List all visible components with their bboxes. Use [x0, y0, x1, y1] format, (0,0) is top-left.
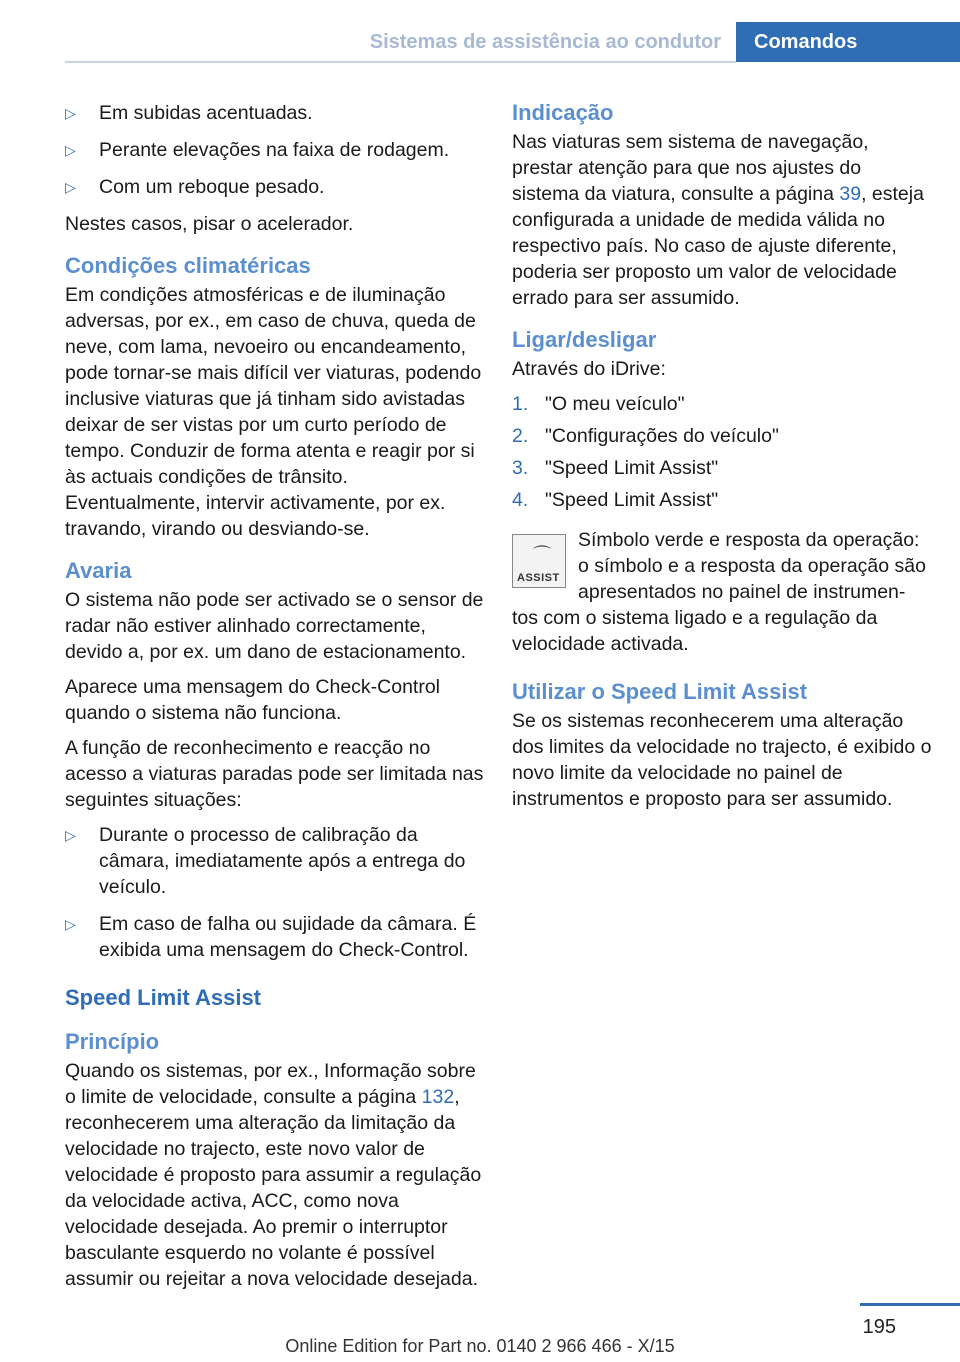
- list-item: 4. "Speed Limit Assist": [512, 489, 719, 511]
- triangle-bullet-icon: ▷: [65, 142, 76, 158]
- list-item: 3. "Speed Limit Assist": [512, 457, 719, 479]
- paragraph: A função de reconhecimento e reacção no acesso a viaturas paradas pode ser limitada nas seguintes situações:: [65, 737, 484, 811]
- steps-list: [512, 391, 932, 513]
- list-item: ▷ Com um reboque pesado.: [65, 176, 325, 198]
- paragraph: Nestes casos, pisar o acelerador.: [65, 213, 354, 235]
- list-item: ▷ Perante elevações na faixa de rodagem.: [65, 139, 450, 161]
- triangle-bullet-icon: ▷: [65, 916, 76, 932]
- speed-limit-assist-icon: ⌒ ASSIST: [512, 534, 566, 588]
- heading-avaria: Avaria: [65, 558, 132, 583]
- paragraph: O sistema não pode ser activado se o sensor de radar não estiver alinhado correctamente, devido a, por ex. um dano de estacionamento.: [65, 589, 484, 663]
- page-link-39[interactable]: 39: [839, 183, 862, 205]
- heading-utilizar: Utilizar o Speed Limit Assist: [512, 679, 808, 704]
- edition-footer: Online Edition for Part no. 0140 2 966 466 - X/15: [285, 1336, 675, 1356]
- heading-speed-limit-assist: Speed Limit Assist: [65, 985, 262, 1010]
- running-header: [65, 22, 735, 62]
- paragraph: Nas viaturas sem sistema de navegação, prestar atenção para que nos ajustes do sistema da viatura, consulte a página 39, esteja configurada a unidade de medida válida no respectivo país. No caso de ajuste diferente, poderia ser proposto um valor de velocidade errado para ser assumido.: [512, 131, 924, 309]
- heading-condicoes-climatericas: Condições climatéricas: [65, 253, 311, 278]
- list-item: ▷ Em subidas acentuadas.: [65, 102, 313, 124]
- paragraph: Quando os sistemas, por ex., Informação sobre o limite de velocidade, consulte a página 132, reconhecerem uma alteração da limitação da velocidade no trajecto, este novo valor de velocidade é proposto para assumir a regulação da velocidade activa, ACC, como nova velocidade desejada. Ao premir o interruptor basculante esquerdo no volante é possível assumir ou rejeitar a nova velocidade desejada.: [65, 1060, 482, 1290]
- heading-principio: Princípio: [65, 1029, 160, 1054]
- footer-divider: [860, 1303, 960, 1306]
- list-item: 2. "Configurações do veículo": [512, 425, 779, 447]
- chapter-tab[interactable]: Comandos: [736, 22, 960, 62]
- right-column: [512, 100, 932, 821]
- bullet-list-1: [65, 100, 485, 200]
- left-column: [65, 100, 485, 1301]
- paragraph: Em condições atmosféricas e de iluminação adversas, por ex., em caso de chuva, queda de neve, com lama, nevoeiro ou encandeamento, pode tornar-se mais difícil ver viaturas, podendo inclusive viaturas que já tinham sido avistadas deixar de ser vistas por um curto período de tempo. Conduzir de forma atenta e reagir por si às actuais condições de trânsito. Eventualmente, intervir activamente, por ex. travando, virando ou desviando-se.: [65, 284, 482, 540]
- list-item: ▷ Durante o processo de calibração da câmara, imediatamente após a entrega do veículo.: [65, 824, 466, 898]
- paragraph: Aparece uma mensagem do Check-Control quando o sistema não funciona.: [65, 676, 441, 724]
- assist-symbol-note: ⌒ ASSIST Símbolo verde e resposta da operação: o símbolo e a resposta da operação são apresentados no painel de instrumen- tos com o sistema ligado e a regulação da velocidade activada.: [512, 529, 926, 655]
- triangle-bullet-icon: ▷: [65, 827, 76, 843]
- list-item: ▷ Em caso de falha ou sujidade da câmara. É exibida uma mensagem do Check-Control.: [65, 913, 477, 961]
- triangle-bullet-icon: ▷: [65, 105, 76, 121]
- paragraph: Através do iDrive:: [512, 358, 666, 380]
- heading-indicacao: Indicação: [512, 100, 614, 125]
- header-divider: [65, 61, 736, 63]
- section-title: Sistemas de assistência ao condutor: [369, 31, 721, 53]
- page-link-132[interactable]: 132: [421, 1086, 455, 1108]
- list-item: 1. "O meu veículo": [512, 393, 685, 415]
- bullet-list-2: [65, 822, 485, 963]
- paragraph: Se os sistemas reconhecerem uma alteração dos limites da velocidade no trajecto, é exibido o novo limite da velocidade no painel de instrumentos e proposto para ser assumido.: [512, 710, 932, 810]
- heading-ligar-desligar: Ligar/desligar: [512, 327, 657, 352]
- gauge-icon: ⌒: [533, 545, 551, 565]
- page-number: 195: [862, 1316, 896, 1338]
- triangle-bullet-icon: ▷: [65, 179, 76, 195]
